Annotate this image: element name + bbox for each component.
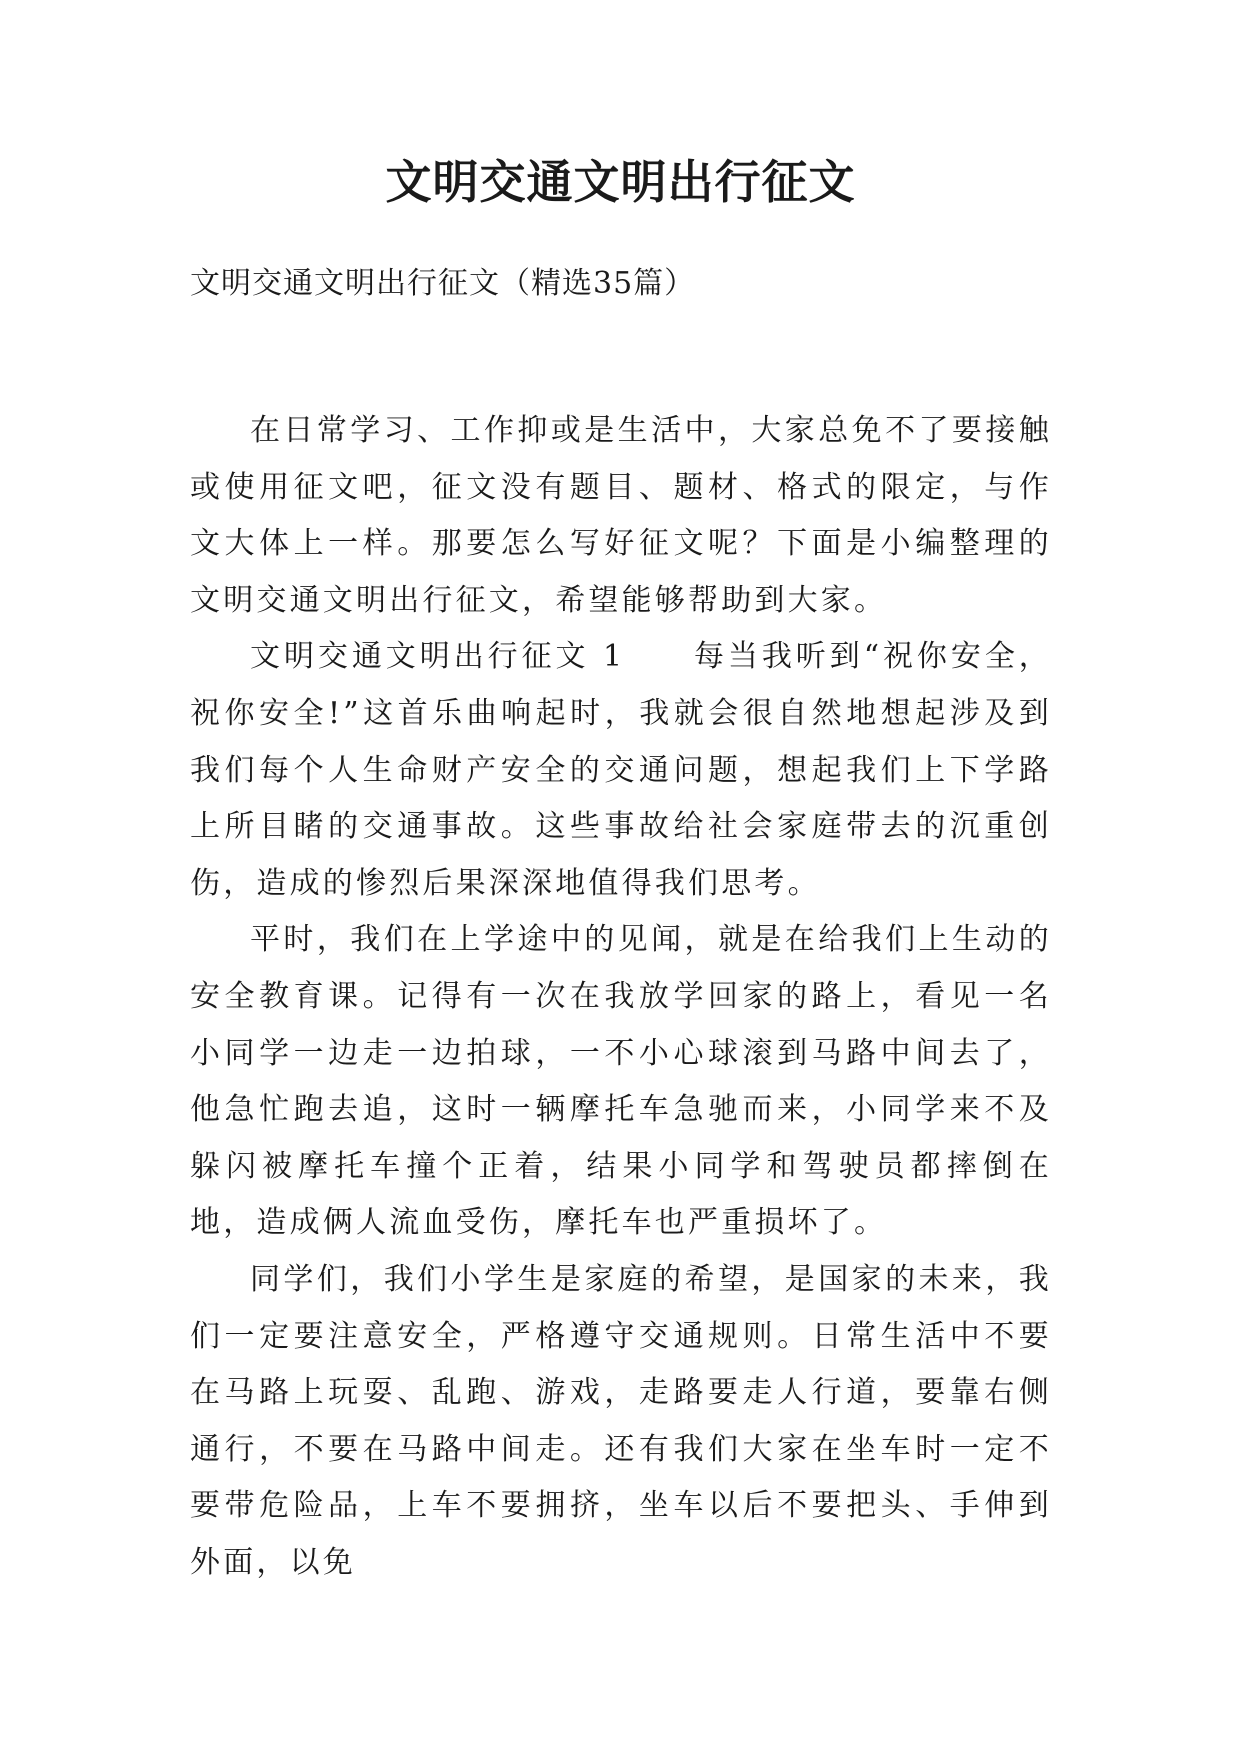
paragraph-intro: 在日常学习、工作抑或是生活中，大家总免不了要接触或使用征文吧，征文没有题目、题材、格式的限定，与作文大体上一样。那要怎么写好征文呢？下面是小编整理的文明交通文明出行征文，希望能够帮助到大家。 — [190, 413, 1052, 618]
document-title: 文明交通文明出行征文 — [385, 155, 856, 209]
paragraph-essay-1-opening: 文明交通文明出行征文 1 每当我听到“祝你安全，祝你安全!”这首乐曲响起时，我就会很自然地想起涉及到我们每个人生命财产安全的交通问题，想起我们上下学路上所目睹的交通事故。这些事故给社会家庭带去的沉重创伤，造成的惨烈后果深深地值得我们思考。 — [190, 639, 1052, 901]
paragraph-essay-1-advice: 同学们，我们小学生是家庭的希望，是国家的未来，我们一定要注意安全，严格遵守交通规则。日常生活中不要在马路上玩耍、乱跑、游戏，走路要走人行道，要靠右侧通行，不要在马路中间走。还有我们大家在坐车时一定不要带危险品，上车不要拥挤，坐车以后不要把头、手伸到外面，以免 — [190, 1261, 1052, 1580]
document-subtitle: 文明交通文明出行征文（精选35篇） — [190, 266, 696, 301]
document-body — [190, 403, 1052, 1591]
paragraph-essay-1-story: 平时，我们在上学途中的见闻，就是在给我们上生动的安全教育课。记得有一次在我放学回家的路上，看见一名小同学一边走一边拍球，一不小心球滚到马路中间去了，他急忙跑去追，这时一辆摩托车急驰而来，小同学来不及躲闪被摩托车撞个正着，结果小同学和驾驶员都摔倒在地，造成俩人流血受伤，摩托车也严重损坏了。 — [190, 922, 1052, 1241]
